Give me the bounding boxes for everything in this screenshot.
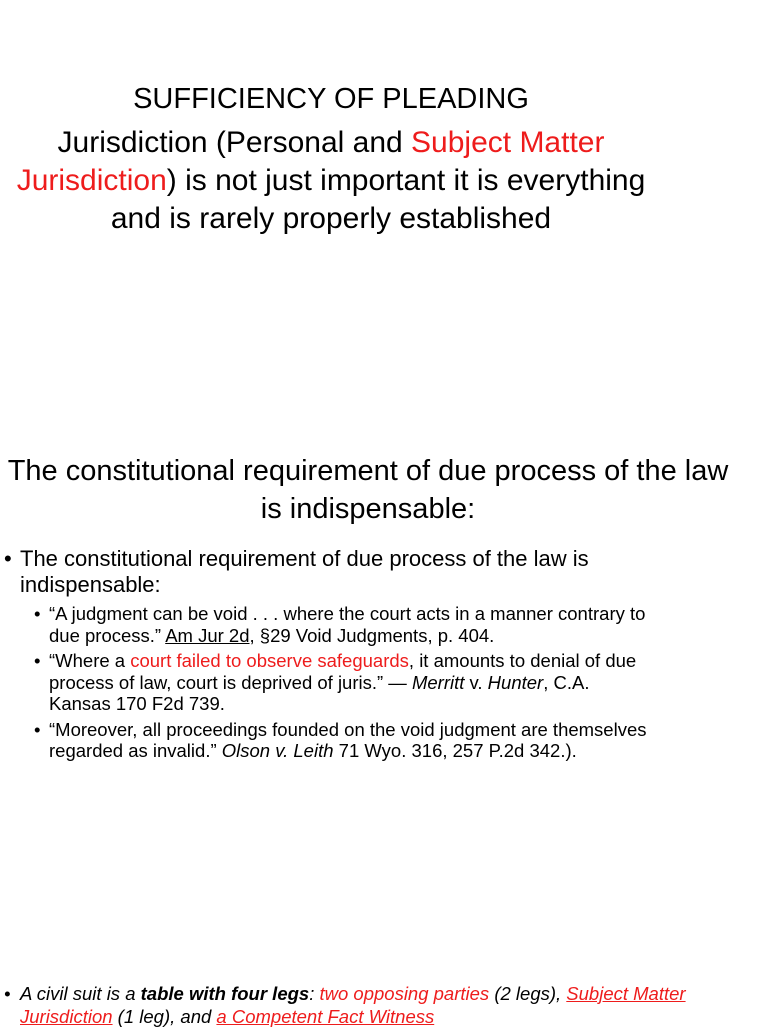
text-1: A civil suit is a <box>20 983 141 1004</box>
sub-bullet-safeguards <box>49 650 649 715</box>
bullet-civil-suit <box>0 982 710 1028</box>
highlight-witness: a Competent Fact Witness <box>216 1006 435 1027</box>
text-colon: : <box>309 983 320 1004</box>
sub-bullet-void-judgment <box>49 603 649 646</box>
text-bold: table with four legs <box>140 983 310 1004</box>
case-name-hunter: Hunter <box>487 671 544 693</box>
slide-heading: The constitutional requirement of due process of the law is indispensable: <box>7 455 729 525</box>
bullet-main: • The constitutional requirement of due process of the law is indispensable: <box>0 546 660 598</box>
quote-pre: “Where a <box>49 650 131 671</box>
quote-text: “A judgment can be void . . . where the court acts in a manner contrary to due process.” <box>49 603 646 646</box>
source-am-jur: Am Jur 2d <box>165 624 250 646</box>
sub-bullet-proceedings <box>49 719 649 762</box>
quote-text: “Moreover, all proceedings founded on the void judgment are themselves regarded as invalid.” <box>49 718 647 761</box>
quote-highlight: court failed to observe safeguards <box>130 650 409 671</box>
slide-subtitle <box>0 124 662 238</box>
case-citation: 71 Wyo. 316, 257 P.2d 342.). <box>333 740 577 761</box>
subtitle-text-1: Jurisdiction (Personal and <box>57 126 412 159</box>
highlight-smj: Subject Matter Jurisdiction <box>20 983 686 1027</box>
case-name-merritt: Merritt <box>411 671 465 693</box>
text-2: (2 legs), <box>489 983 567 1004</box>
case-versus: v. <box>464 671 488 693</box>
sub-bullet-list <box>0 603 700 762</box>
text-3: (1 leg), and <box>112 1006 217 1027</box>
subtitle-text-2: ) is not just important it is everything and is rarely properly established <box>110 164 646 235</box>
source-rest: , §29 Void Judgments, p. 404. <box>249 624 495 646</box>
case-name-olson: Olson v. Leith <box>221 740 334 761</box>
quote-post: , it amounts to denial of due process of law, court is deprived of juris.” — <box>49 650 637 693</box>
subtitle-highlight: Subject Matter Jurisdiction <box>16 126 605 197</box>
highlight-parties: two opposing parties <box>319 983 490 1004</box>
bullet-list <box>0 546 700 766</box>
case-citation: , C.A. Kansas 170 F2d 739. <box>49 671 590 714</box>
slide-title: SUFFICIENCY OF PLEADING <box>133 83 529 115</box>
